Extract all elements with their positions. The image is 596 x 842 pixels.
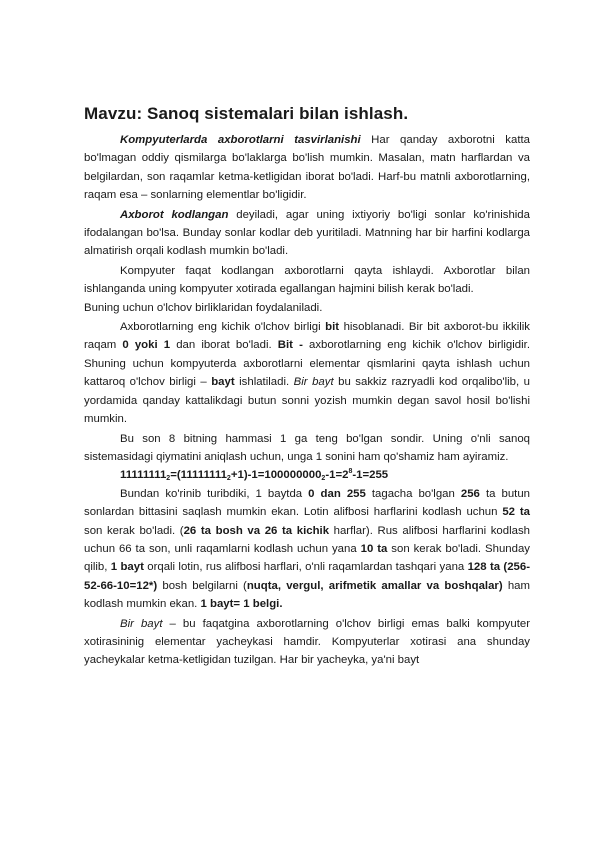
bold-run: 256 (460, 487, 480, 500)
paragraph-5-text: Bu son 8 bitning hammasi 1 ga teng bo'lgan sondir. Uning o'nli sanoq sistemasidagi qiymatini aniqlash uchun, unga 1 sonini ham qo'shamiz ham ayiramiz. (84, 432, 530, 463)
text-run: hisoblanadi. Bir bit axborot-bu ikkilik raqam (84, 321, 530, 352)
text-run: dan iborat bo'ladi. (170, 339, 278, 352)
paragraph-6 (84, 485, 530, 614)
paragraph-1-text: Har qanday axborotni katta bo'lmagan oddiy qismilarga bo'laklarga bo'lish mumkin. Masalan, matn harflardan va belgilardan, son raqamlar ketma-ketligidan iborat bo'ladi. Harf-bu matnli axborotlarning, raqam esa – sonlarning elementlar bo'ligidir. (84, 134, 530, 202)
bold-run: 52 ta (502, 506, 530, 519)
text-run: ishlatiladi. (234, 376, 294, 389)
text-run: son kerak bo'ladi. Shunday qilib, (84, 542, 530, 574)
formula-part: -1=255 (352, 469, 389, 482)
text-run: tagacha bo'lgan (365, 487, 461, 500)
page-title: Mavzu: Sanoq sistemalari bilan ishlash. (84, 104, 409, 123)
formula-subscript: 2 (166, 475, 171, 483)
bold-run: 0 dan 255 (308, 487, 366, 500)
bold-run: Bit - (277, 339, 303, 352)
paragraph-1 (84, 131, 530, 205)
paragraph-7 (84, 615, 530, 670)
formula-part: 11111111 (120, 469, 167, 482)
italic-run: Bir bayt (293, 376, 334, 389)
paragraph-2-lead: Axborot kodlangan (120, 208, 229, 221)
italic-run: Bir bayt (120, 617, 163, 630)
paragraph-2-text: deyiladi, agar uning ixtiyoriy bo'ligi sonlar ko'rinishida ifodalangan bo'lsa. Bunday sonlar kodlar deb yuritiladi. Matnning har bir harfini kodlarga almatirish orqali kodlash mumkin bo'ladi. (84, 208, 530, 258)
formula (84, 466, 530, 484)
text-run: Bundan ko'rinib turibdiki, 1 baytda (120, 487, 309, 500)
paragraph-3-text2: Buning uchun o'lchov birliklaridan foydalaniladi. (84, 301, 323, 314)
document-body (84, 131, 530, 671)
formula-part: -1=2 (325, 469, 349, 482)
text-run: ta butun sonlardan bittasini saqlash mumkin ekan. Lotin alifbosi harflarini kodlash uchun (84, 487, 530, 519)
paragraph-3-text: Kompyuter faqat kodlangan axborotlarni qayta ishlaydi. Axborotlar bilan ishlanganda uning kompyuter xotirada egallangan hajmini bilish kerak bo'ladi. (84, 264, 530, 296)
paragraph-3 (84, 262, 530, 299)
bold-run: nuqta, vergul, arifmetik amallar va boshqalar) (246, 579, 503, 592)
bold-run: 0 yoki 1 (122, 339, 171, 352)
bold-run: bit (325, 321, 340, 334)
paragraph-3-line2 (84, 299, 530, 317)
paragraph-4 (84, 318, 530, 428)
text-run: ham kodlash mumkin ekan. (84, 579, 530, 611)
text-run: bosh belgilarni ( (157, 579, 247, 592)
bold-run: 1 bayt= 1 belgi. (200, 598, 283, 611)
bold-run: 128 ta (256-52-66-10=12*) (84, 561, 531, 592)
bold-run: bayt (211, 376, 235, 389)
text-run: – bu faqatgina axborotlarning o'lchov birligi emas balki kompyuter xotirasininig elementar yacheykasi hamdir. Kompyuterlar xotirasi ana shunday yacheykalar ketma-ketligidan tuzilgan. Har bir yacheyka, ya'ni bayt (84, 617, 531, 667)
text-run: orqali lotin, rus alifbosi harflari, o'nli raqamlardan tashqari yana (143, 561, 468, 574)
paragraph-2 (84, 206, 530, 261)
paragraph-1-lead: Kompyuterlarda axborotlarni tasvirlanishi (120, 134, 361, 146)
text-run: son kerak bo'ladi. ( (84, 524, 184, 537)
formula-superscript: 8 (348, 468, 353, 476)
text-run: bu sakkiz razryadli kod orqalibo'lib, u yordamida qanday kattalikdagi butun sonni yozish mumkin degan savol hosil bo'lishi mumkin. (84, 376, 530, 426)
text-run: harflar). Rus alifbosi harflarini kodlash uchun 66 ta son, unli raqamlarni kodlash uchun yana (84, 524, 530, 555)
bold-run: 10 ta (360, 542, 388, 555)
formula-part: +1)-1=100000000 (230, 469, 322, 482)
text-run: Axborotlarning eng kichik o'lchov birligi (120, 321, 326, 334)
formula-part: =(11111111 (170, 469, 227, 482)
formula-subscript: 2 (226, 475, 231, 483)
formula-subscript: 2 (321, 475, 326, 483)
bold-run: 1 bayt (110, 561, 144, 574)
bold-run: 26 ta bosh va 26 ta kichik (183, 524, 330, 537)
paragraph-5 (84, 430, 530, 467)
text-run: axborotlarning eng kichik o'lchov birligidir. Shuning uchun kompyuterda axborotlarni elementar qismlarini qayta ishlash uchun kattaroq o'lchov birligi – (84, 339, 530, 389)
